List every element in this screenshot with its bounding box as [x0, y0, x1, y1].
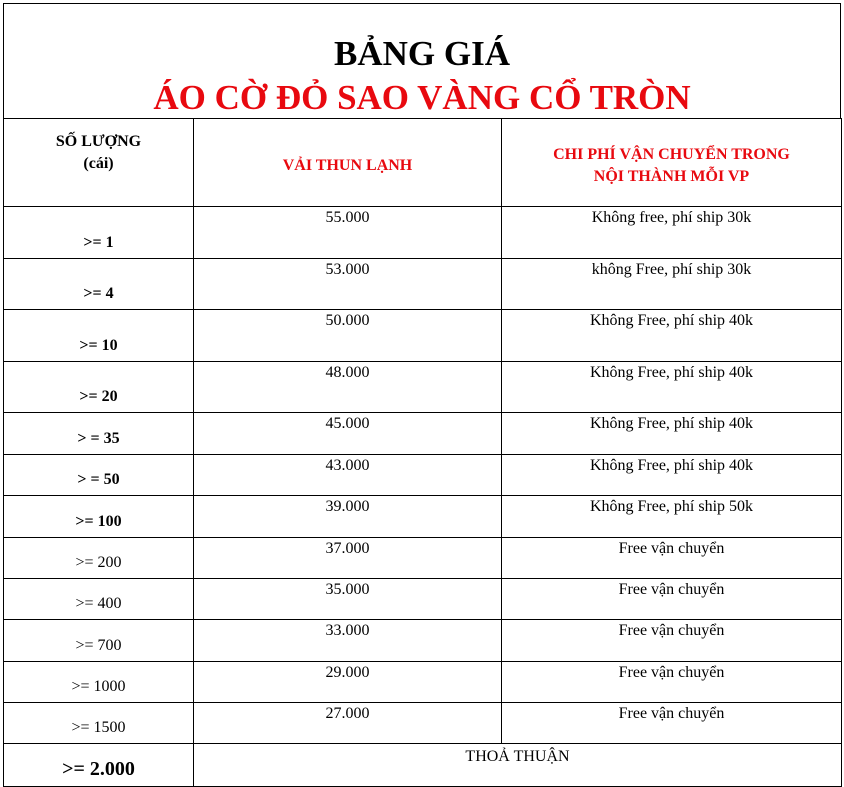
header-quantity-unit: (cái) [83, 155, 114, 172]
shipping-cell: Free vận chuyển [502, 620, 842, 662]
price-cell: 43.000 [194, 455, 502, 496]
quantity-cell: > = 50 [4, 455, 194, 496]
quantity-cell: >= 700 [4, 620, 194, 662]
quantity-cell: >= 1 [4, 207, 194, 259]
shipping-cell: Free vận chuyển [502, 662, 842, 703]
price-cell: 33.000 [194, 620, 502, 662]
header-quantity [4, 119, 194, 207]
shipping-cell: không Free, phí ship 30k [502, 259, 842, 310]
page-title: BẢNG GIÁ [334, 34, 510, 73]
price-sheet [3, 3, 841, 782]
table-row [4, 455, 842, 496]
shipping-cell: Free vận chuyển [502, 579, 842, 620]
price-cell: 35.000 [194, 579, 502, 620]
price-cell: 29.000 [194, 662, 502, 703]
quantity-cell: >= 10 [4, 310, 194, 362]
shipping-cell: Không Free, phí ship 40k [502, 310, 842, 362]
table-row [4, 620, 842, 662]
price-cell: 53.000 [194, 259, 502, 310]
table-header-row [4, 119, 842, 207]
price-table [3, 118, 842, 787]
shipping-cell: Free vận chuyển [502, 538, 842, 579]
quantity-cell: >= 1500 [4, 703, 194, 744]
price-cell: 39.000 [194, 496, 502, 538]
shipping-cell: Không Free, phí ship 40k [502, 455, 842, 496]
quantity-cell: >= 400 [4, 579, 194, 620]
table-row-agreement [4, 744, 842, 787]
table-row [4, 259, 842, 310]
shipping-cell: Không Free, phí ship 40k [502, 413, 842, 455]
shipping-cell: Không free, phí ship 30k [502, 207, 842, 259]
table-row [4, 310, 842, 362]
table-row [4, 703, 842, 744]
table-row [4, 362, 842, 413]
quantity-cell: > = 35 [4, 413, 194, 455]
quantity-cell: >= 4 [4, 259, 194, 310]
price-cell: 45.000 [194, 413, 502, 455]
agreement-cell: THOẢ THUẬN [194, 744, 842, 787]
quantity-cell: >= 2.000 [4, 744, 194, 787]
shipping-cell: Không Free, phí ship 50k [502, 496, 842, 538]
table-row [4, 662, 842, 703]
table-row [4, 579, 842, 620]
header-quantity-label: SỐ LƯỢNG [55, 133, 142, 150]
shipping-cell: Free vận chuyển [502, 703, 842, 744]
header-shipping [502, 119, 842, 207]
header-fabric-label: VẢI THUN LẠNH [282, 157, 413, 174]
quantity-cell: >= 200 [4, 538, 194, 579]
price-cell: 37.000 [194, 538, 502, 579]
product-title: ÁO CỜ ĐỎ SAO VÀNG CỔ TRÒN [153, 78, 691, 117]
price-cell: 50.000 [194, 310, 502, 362]
table-row [4, 496, 842, 538]
table-row [4, 207, 842, 259]
header-fabric [194, 119, 502, 207]
shipping-cell: Không Free, phí ship 40k [502, 362, 842, 413]
table-row [4, 413, 842, 455]
quantity-cell: >= 20 [4, 362, 194, 413]
quantity-cell: >= 1000 [4, 662, 194, 703]
header-shipping-line1: CHI PHÍ VẬN CHUYỂN TRONG [553, 146, 790, 163]
price-cell: 55.000 [194, 207, 502, 259]
price-cell: 48.000 [194, 362, 502, 413]
price-cell: 27.000 [194, 703, 502, 744]
quantity-cell: >= 100 [4, 496, 194, 538]
header-shipping-line2: NỘI THÀNH MỖI VP [593, 168, 750, 185]
table-row [4, 538, 842, 579]
title-box [3, 3, 841, 119]
